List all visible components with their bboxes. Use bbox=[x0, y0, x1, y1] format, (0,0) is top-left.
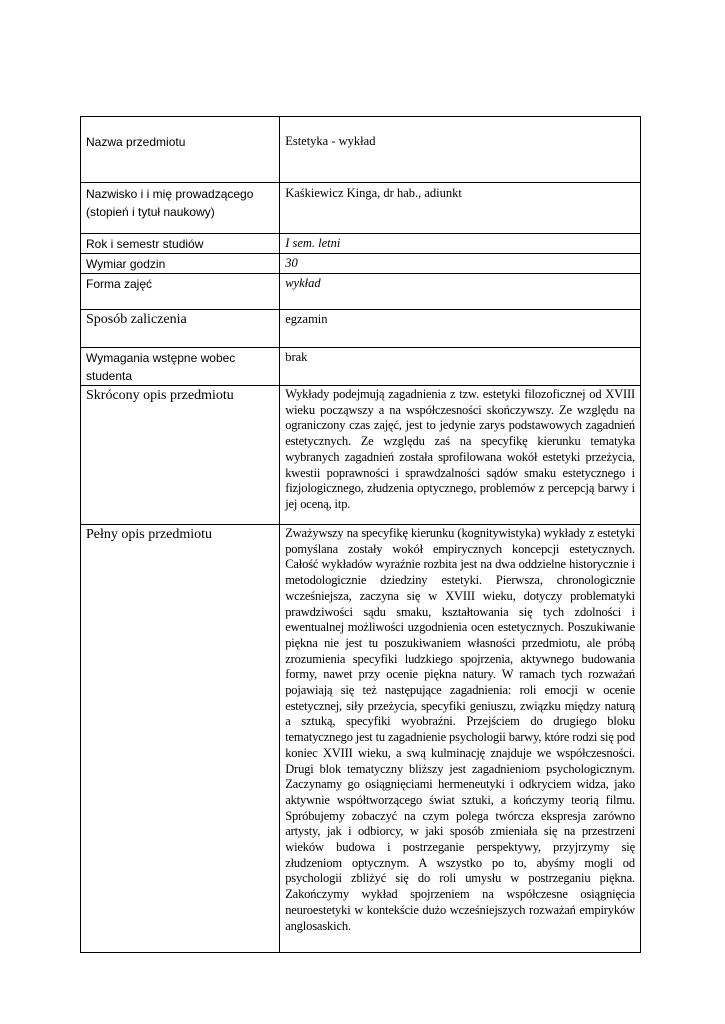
row-assessment bbox=[81, 310, 641, 348]
prerequisites-value: brak bbox=[280, 348, 641, 386]
short-description-value: Wykłady podejmują zagadnienia z tzw. estetyki filozoficznej od XVIII wieku począwszy a na współczesności skończywszy. Ze względu na ograniczony czas zajęć, jest to jedynie zarys podstawowych zagadnień estetycznych. Ze względu zaś na specyfikę kierunku tematyka wybranych zagadnień została sprofilowana wokół estetyki przeżycia, kwestii poprawności i sprawdzalności sądów smaku estetycznego i fizjologicznego, złudzenia optycznego, problemów z percepcją barwy i jej oceną, itp. bbox=[280, 386, 641, 525]
class-form-label: Forma zajęć bbox=[81, 274, 280, 310]
year-semester-value: I sem. letni bbox=[280, 234, 641, 254]
short-description-label: Skrócony opis przedmiotu bbox=[81, 386, 280, 525]
row-year-semester bbox=[81, 234, 641, 254]
row-prerequisites bbox=[81, 348, 641, 386]
assessment-label: Sposób zaliczenia bbox=[81, 310, 280, 348]
full-description-value: Zważywszy na specyfikę kierunku (kognitywistyka) wykłady z estetyki pomyślana zostały wokół empirycznych koncepcji estetycznych. Całość wykładów wyraźnie rozbita jest na dwa oddzielne historycznie i metodologicznie dziedziny estetyki. Pierwsza, chronologicznie wcześniejsza, zaczyna się w XVIII wieku, dotyczy problematyki prawdziwości sądu smaku, kształtowania się tych zdolności i ewentualnej możliwości uzgodnienia ocen estetycznych. Poszukiwanie piękna nie jest tu poszukiwaniem własności przedmiotu, ale próbą zrozumienia specyfiki ludzkiego spojrzenia, aktywnego budowania formy, nawet przy ocenie piękna natury. W ramach tych rozważań pojawiają się też następujące zagadnienia: roli emocji w ocenie estetycznej, siły przeżycia, specyfiki geniuszu, związku między naturą a sztuką, specyfiki wyobraźni. Przejściem do drugiego bloku tematycznego jest tu zagadnienie psychologii barwy, które rodzi się pod koniec XVIII wieku, a swą kulminację znajduje we współczesności. Drugi blok tematyczny bliższy jest zagadnieniom psychologicznym. Zaczynamy go osiągnięciami hermeneutyki i odkryciem widza, jako aktywnie współtworzącego świat sztuki, a kończymy teorią filmu. Spróbujemy zobaczyć na czym polega twórcza ekspresja zarówno artysty, jak i odbiorcy, w jaki sposób zmieniała się na przestrzeni wieków budowa i postrzeganie perspektywy, przyjrzymy się złudzeniom optycznym. A wszystko po to, abyśmy mogli od psychologii zbliżyć się do roli umysłu w postrzeganiu piękna. Zakończymy wykład spojrzeniem na współczesne osiągnięcia neuroestetyki w kontekście dużo wcześniejszych rozważań empiryków anglosaskich. bbox=[280, 525, 641, 953]
course-name-label: Nazwa przedmiotu bbox=[81, 117, 280, 183]
row-class-form bbox=[81, 274, 641, 310]
row-short-description bbox=[81, 386, 641, 525]
full-description-label: Pełny opis przedmiotu bbox=[81, 525, 280, 953]
row-course-name bbox=[81, 117, 641, 183]
hours-value: 30 bbox=[280, 254, 641, 274]
lecturer-value: Kaśkiewicz Kinga, dr hab., adiunkt bbox=[280, 183, 641, 234]
row-full-description bbox=[81, 525, 641, 953]
row-hours bbox=[81, 254, 641, 274]
lecturer-label: Nazwisko i i mię prowadzącego (stopień i tytuł naukowy) bbox=[81, 183, 280, 234]
class-form-value: wykład bbox=[280, 274, 641, 310]
year-semester-label: Rok i semestr studiów bbox=[81, 234, 280, 254]
assessment-value: egzamin bbox=[280, 310, 641, 348]
course-name-value: Estetyka - wykład bbox=[280, 117, 641, 183]
row-lecturer bbox=[81, 183, 641, 234]
prerequisites-label: Wymagania wstępne wobec studenta bbox=[81, 348, 280, 386]
course-syllabus-table bbox=[80, 116, 641, 953]
hours-label: Wymiar godzin bbox=[81, 254, 280, 274]
